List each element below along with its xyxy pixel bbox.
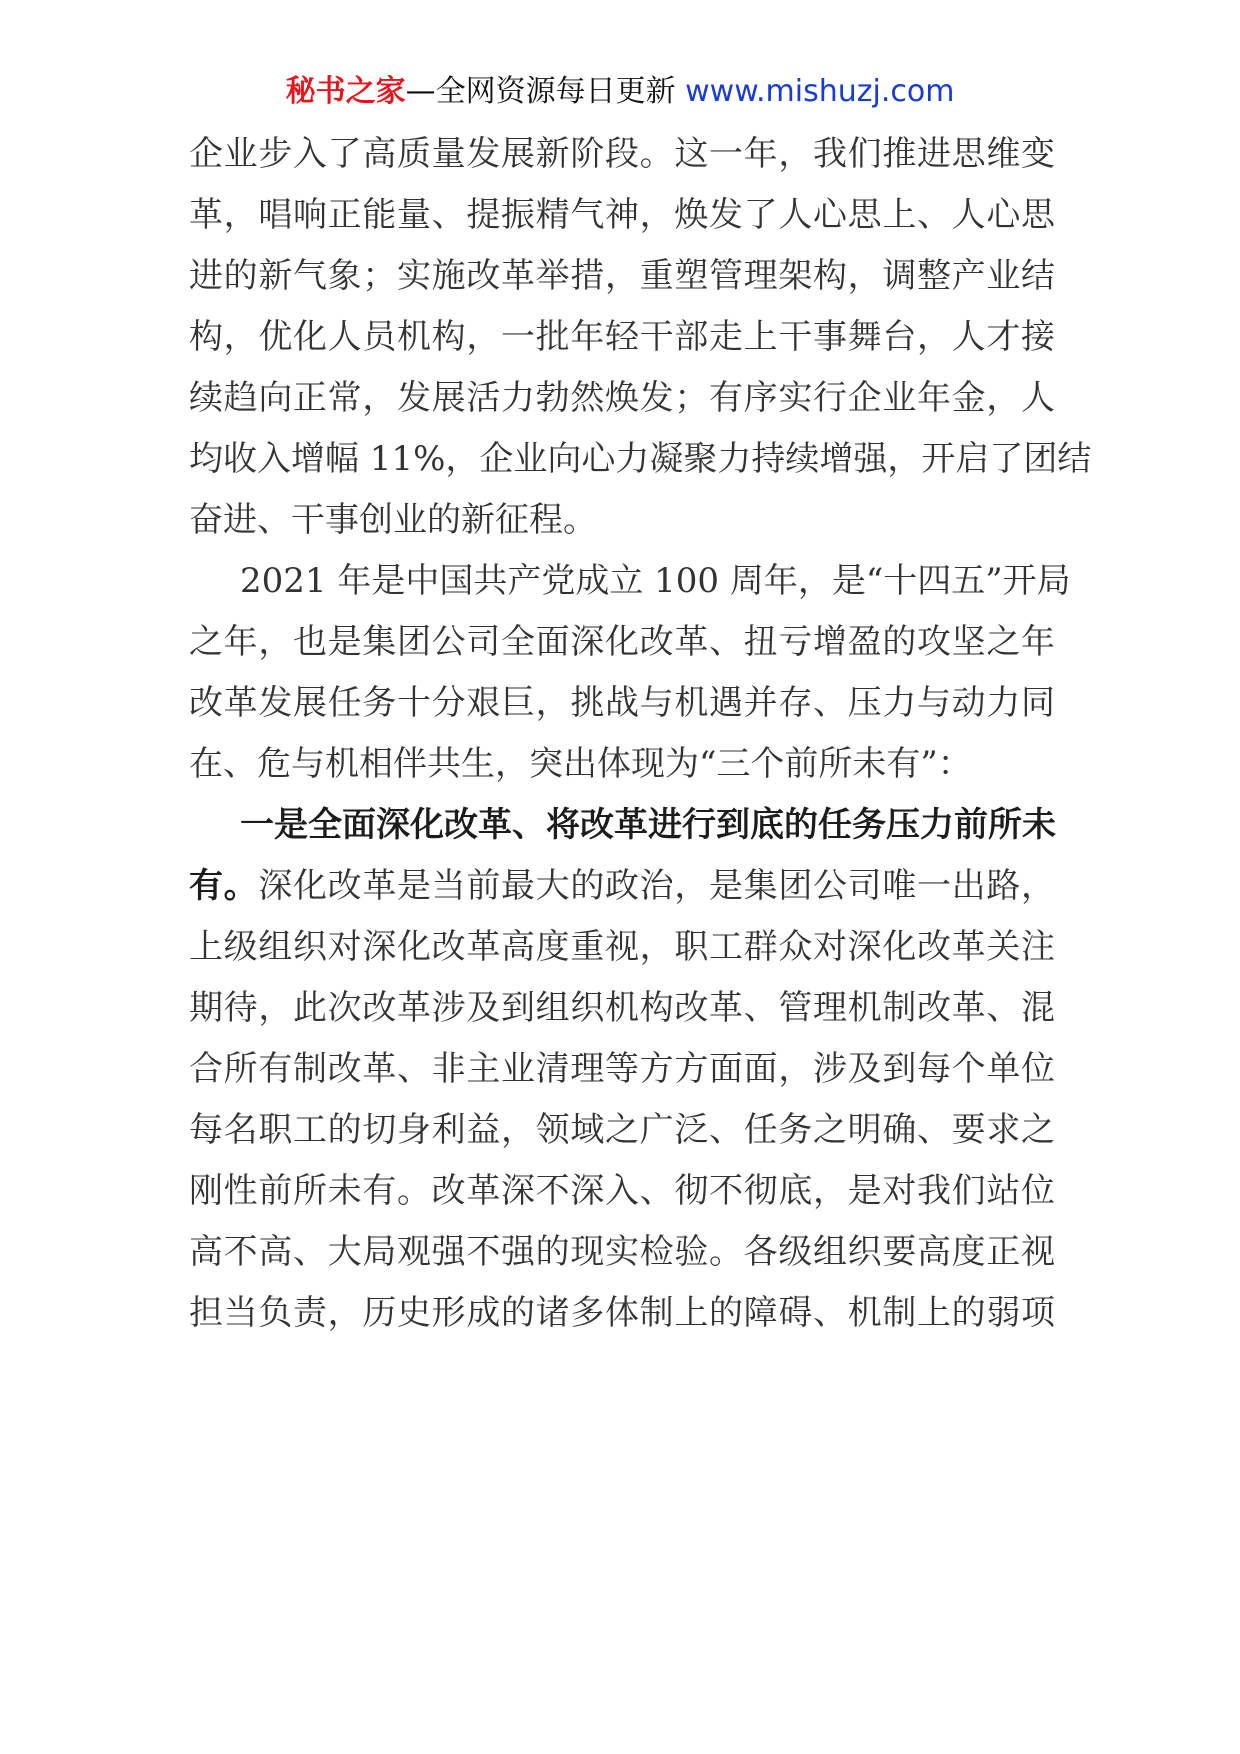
- text-line: 进的新气象；实施改革举措，重塑管理架构，调整产业结: [189, 256, 1055, 296]
- text-line-rest: 深化改革是当前最大的政治，是集团公司唯一出路，: [258, 866, 1056, 906]
- text-line: 上级组织对深化改革高度重视，职工群众对深化改革关注: [189, 927, 1055, 967]
- text-line: 企业步入了高质量发展新阶段。这一年，我们推进思维变: [189, 134, 1055, 174]
- text-line: 合所有制改革、非主业清理等方方面面，涉及到每个单位: [189, 1049, 1055, 1089]
- text-line: 高不高、大局观强不强的现实检验。各级组织要高度正视: [189, 1232, 1055, 1272]
- text-line: 构，优化人员机构，一批年轻干部走上干事舞台，人才接: [189, 317, 1055, 357]
- text-line: 在、危与机相伴共生，突出体现为“三个前所未有”：: [189, 744, 972, 784]
- text-line: 担当负责，历史形成的诸多体制上的障碍、机制上的弱项: [189, 1293, 1055, 1333]
- text-line: 奋进、干事创业的新征程。: [189, 500, 597, 540]
- text-line: 每名职工的切身利益，领域之广泛、任务之明确、要求之: [189, 1110, 1055, 1150]
- brand-name: 秘书之家: [285, 74, 406, 109]
- text-line: 均收入增幅 11%，企业向心力凝聚力持续增强，开启了团结: [189, 439, 1092, 479]
- site-url-link[interactable]: www.mishuzj.com: [685, 74, 955, 109]
- section-heading-end: 有。: [189, 866, 259, 906]
- text-line: 期待，此次改革涉及到组织机构改革、管理机制改革、混: [189, 988, 1055, 1028]
- text-line: 续趋向正常，发展活力勃然焕发；有序实行企业年金，人: [189, 378, 1055, 418]
- text-line: 革，唱响正能量、提振精气神，焕发了人心思上、人心思: [189, 195, 1055, 235]
- text-line: 刚性前所未有。改革深不深入、彻不彻底，是对我们站位: [189, 1171, 1055, 1211]
- text-line: 改革发展任务十分艰巨，挑战与机遇并存、压力与动力同: [189, 683, 1055, 723]
- text-line: 之年，也是集团公司全面深化改革、扭亏增盈的攻坚之年: [189, 622, 1055, 662]
- header-tagline: —全网资源每日更新: [405, 74, 686, 109]
- section-heading: 一是全面深化改革、将改革进行到底的任务压力前所未: [240, 805, 1056, 845]
- text-line: [189, 862, 1055, 910]
- text-line: 2021 年是中国共产党成立 100 周年，是“十四五”开局: [240, 561, 1071, 601]
